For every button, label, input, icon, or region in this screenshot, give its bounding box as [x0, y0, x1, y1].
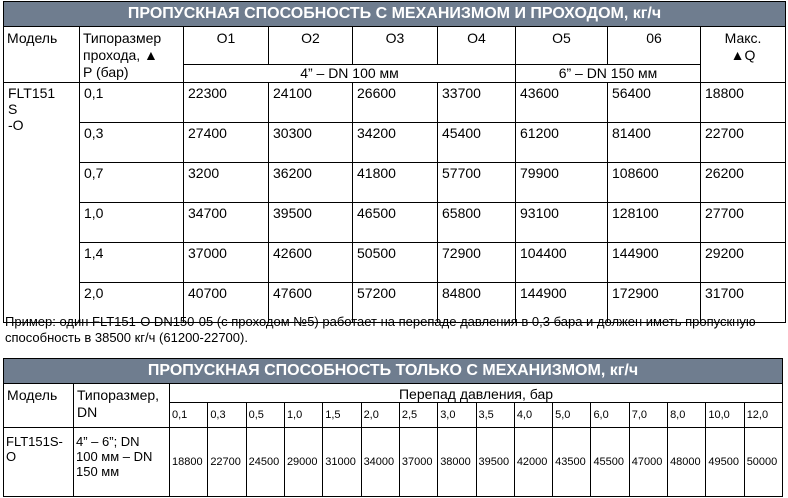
value-cell: 30300 [269, 123, 353, 163]
value-cell: 27400 [184, 123, 269, 163]
value-cell: 144900 [608, 243, 701, 283]
header-max: Макс. ▲Q [701, 27, 786, 83]
value-cell: 172900 [608, 283, 701, 323]
pressure-cell: 0,7 [80, 163, 184, 203]
pressure-cell: 1,0 [80, 203, 184, 243]
header-passage-size: Типоразмер прохода, ▲ P (бар) [80, 27, 184, 83]
model-cell: FLT151S- O [4, 428, 74, 497]
value-cell: 57700 [438, 163, 516, 203]
pressure-cell: 2,0 [80, 283, 184, 323]
value-cell: 39500 [269, 203, 353, 243]
value-cell: 37000 [184, 243, 269, 283]
value-cell: 41800 [353, 163, 438, 203]
value-cell: 34700 [184, 203, 269, 243]
value-cell: 43500 [553, 428, 591, 497]
example-note: Пример: один FLT151-O DN150-05 (с проходом №5) работает на перепаде давления в 0,3 бара и должен иметь пропускную способность в 38500 кг/ч (61200-22700). [5, 314, 756, 345]
value-cell: 26600 [353, 83, 438, 123]
value-cell: 24500 [246, 428, 284, 497]
value-cell: 104400 [516, 243, 608, 283]
pressure-header-cell: 7,0 [629, 403, 667, 428]
value-cell: 81400 [608, 123, 701, 163]
value-cell: 93100 [516, 203, 608, 243]
table-row [4, 83, 786, 123]
value-cell: 22300 [184, 83, 269, 123]
value-cell: 57200 [353, 283, 438, 323]
pressure-header-cell: 2,0 [361, 403, 399, 428]
value-cell: 42000 [514, 428, 552, 497]
value-cell: 50500 [353, 243, 438, 283]
value-cell: 46500 [353, 203, 438, 243]
value-cell: 37000 [399, 428, 437, 497]
value-cell: 3200 [184, 163, 269, 203]
pressure-header-cell: 3,5 [476, 403, 514, 428]
value-cell: 22700 [208, 428, 246, 497]
max-cell: 18800 [701, 83, 786, 123]
value-cell: 34000 [361, 428, 399, 497]
header-passage-o2: O2 [269, 27, 353, 65]
max-cell: 27700 [701, 203, 786, 243]
value-cell: 48000 [668, 428, 706, 497]
value-cell: 39500 [476, 428, 514, 497]
pressure-cell: 1,4 [80, 243, 184, 283]
value-cell: 42600 [269, 243, 353, 283]
header-pressure-drop: Перепад давления, бар [170, 384, 783, 403]
value-cell: 49500 [706, 428, 744, 497]
header-passage-o5: O5 [516, 27, 608, 65]
pressure-header-cell: 4,0 [514, 403, 552, 428]
pressure-header-cell: 0,5 [246, 403, 284, 428]
table-row [4, 203, 786, 243]
value-cell: 45400 [438, 123, 516, 163]
pressure-header-cell: 0,1 [170, 403, 208, 428]
table-row [4, 163, 786, 203]
max-cell: 26200 [701, 163, 786, 203]
table1-title: ПРОПУСКНАЯ СПОСОБНОСТЬ С МЕХАНИЗМОМ И ПРОХОДОМ, кг/ч [4, 2, 786, 27]
value-cell: 72900 [438, 243, 516, 283]
pressure-header-cell: 6,0 [591, 403, 629, 428]
group-dn150: 6” – DN 150 мм [516, 65, 701, 83]
pressure-header-cell: 0,3 [208, 403, 246, 428]
value-cell: 36200 [269, 163, 353, 203]
pressure-cell: 0,3 [80, 123, 184, 163]
value-cell: 61200 [516, 123, 608, 163]
value-cell: 40700 [184, 283, 269, 323]
max-cell: 22700 [701, 123, 786, 163]
value-cell: 31000 [323, 428, 361, 497]
pressure-cell: 0,1 [80, 83, 184, 123]
header-size-dn: Типоразмер, DN [74, 384, 170, 428]
pressure-header-cell: 2,5 [399, 403, 437, 428]
value-cell: 108600 [608, 163, 701, 203]
pressure-header-cell: 8,0 [668, 403, 706, 428]
pressure-header-cell: 1,0 [284, 403, 322, 428]
value-cell: 38000 [438, 428, 476, 497]
value-cell: 50000 [744, 428, 782, 497]
pressure-header-cell: 10,0 [706, 403, 744, 428]
value-cell: 33700 [438, 83, 516, 123]
dn-cell: 4” – 6”; DN 100 мм – DN 150 мм [74, 428, 170, 497]
value-cell: 24100 [269, 83, 353, 123]
value-cell: 45500 [591, 428, 629, 497]
value-cell: 47600 [269, 283, 353, 323]
pressure-header-cell: 12,0 [744, 403, 782, 428]
value-cell: 47000 [629, 428, 667, 497]
header-passage-o1: O1 [184, 27, 269, 65]
header-passage-o3: O3 [353, 27, 438, 65]
value-cell: 56400 [608, 83, 701, 123]
value-cell: 34200 [353, 123, 438, 163]
value-cell: 18800 [170, 428, 208, 497]
max-cell: 31700 [701, 283, 786, 323]
pressure-header-cell: 1,5 [323, 403, 361, 428]
table-row [4, 123, 786, 163]
value-cell: 128100 [608, 203, 701, 243]
table2-title: ПРОПУСКНАЯ СПОСОБНОСТЬ ТОЛЬКО С МЕХАНИЗМОМ, кг/ч [4, 359, 783, 384]
value-cell: 29000 [284, 428, 322, 497]
pressure-header-cell: 5,0 [553, 403, 591, 428]
header-model: Модель [4, 384, 74, 428]
model-cell: FLT151 S -O [4, 83, 80, 323]
flow-table-mechanism-only [3, 358, 783, 497]
value-cell: 65800 [438, 203, 516, 243]
header-passage-o4: O4 [438, 27, 516, 65]
group-dn100: 4” – DN 100 мм [184, 65, 516, 83]
header-passage-o6: 06 [608, 27, 701, 65]
header-model: Модель [4, 27, 80, 83]
value-cell: 144900 [516, 283, 608, 323]
value-cell: 43600 [516, 83, 608, 123]
value-cell: 84800 [438, 283, 516, 323]
pressure-header-cell: 3,0 [438, 403, 476, 428]
table-row [4, 243, 786, 283]
max-cell: 29200 [701, 243, 786, 283]
flow-table-with-passage [3, 1, 786, 323]
value-cell: 79900 [516, 163, 608, 203]
